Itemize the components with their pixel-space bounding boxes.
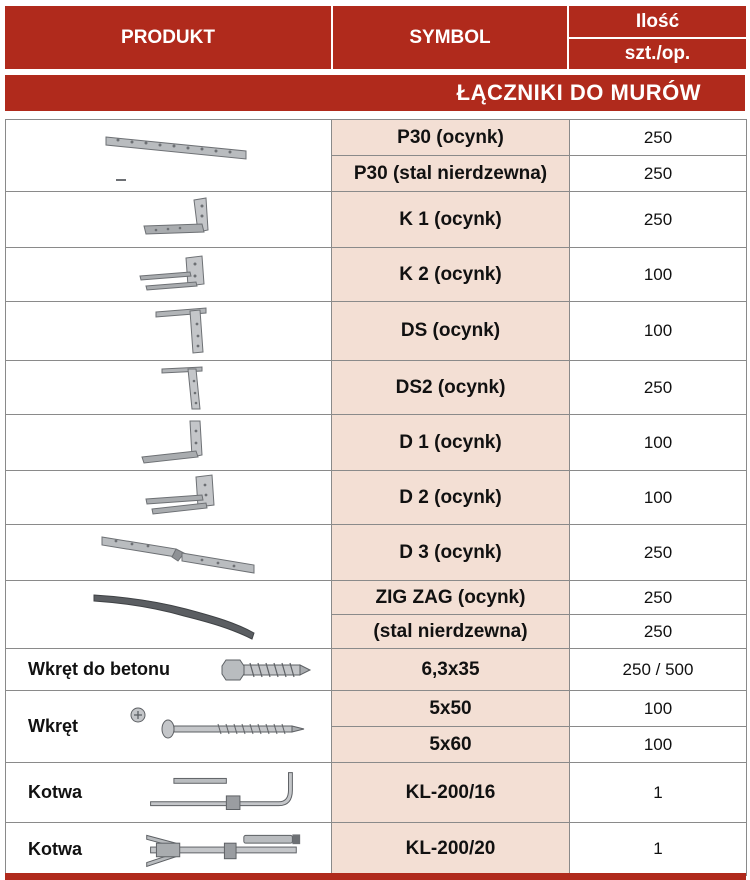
header-unit bbox=[569, 39, 746, 69]
qty-cell: 1 bbox=[570, 763, 747, 823]
t-bracket-ds2-icon bbox=[6, 363, 326, 413]
table-row bbox=[6, 691, 747, 727]
product-cell bbox=[6, 120, 332, 192]
symbol-cell: DS2 (ocynk) bbox=[332, 361, 570, 415]
qty-cell: 100 bbox=[570, 415, 747, 471]
symbol-cell: D 3 (ocynk) bbox=[332, 525, 570, 581]
table-row bbox=[6, 823, 747, 876]
symbol-cell: P30 (stal nierdzewna) bbox=[332, 156, 570, 192]
table-row bbox=[6, 302, 747, 361]
symbol-cell: ZIG ZAG (ocynk) bbox=[332, 581, 570, 615]
anchor-kl200-20-icon bbox=[137, 825, 331, 873]
symbol-cell: P30 (ocynk) bbox=[332, 120, 570, 156]
qty-cell: 100 bbox=[570, 302, 747, 361]
symbol-cell: 5x60 bbox=[332, 727, 570, 763]
section-title-label: ŁĄCZNIKI DO MURÓW bbox=[456, 80, 701, 105]
twisted-strip-d3-icon bbox=[6, 527, 326, 579]
product-cell bbox=[6, 302, 332, 361]
qty-cell: 250 bbox=[570, 581, 747, 615]
symbol-cell: K 1 (ocynk) bbox=[332, 192, 570, 248]
table-row bbox=[6, 471, 747, 525]
product-cell bbox=[6, 691, 332, 763]
qty-cell: 250 bbox=[570, 120, 747, 156]
symbol-cell: KL-200/20 bbox=[332, 823, 570, 876]
header-produkt bbox=[5, 6, 331, 69]
table-row bbox=[6, 581, 747, 615]
qty-cell: 250 bbox=[570, 156, 747, 192]
product-cell bbox=[6, 581, 332, 649]
perforated-strip-icon bbox=[6, 123, 326, 189]
header-ilosc-label: Ilość bbox=[635, 10, 680, 32]
angle-bracket-d2-icon bbox=[6, 473, 326, 523]
header-produkt-label: PRODUKT bbox=[121, 26, 215, 48]
section-title bbox=[5, 75, 745, 111]
symbol-cell: 6,3x35 bbox=[332, 649, 570, 691]
product-cell bbox=[6, 525, 332, 581]
zigzag-strip-icon bbox=[6, 583, 326, 647]
bottom-bar bbox=[5, 873, 746, 880]
product-cell bbox=[6, 823, 332, 876]
product-cell bbox=[6, 763, 332, 823]
anchor-kl200-16-icon bbox=[137, 766, 331, 820]
qty-cell: 100 bbox=[570, 248, 747, 302]
symbol-cell: (stal nierdzewna) bbox=[332, 615, 570, 649]
symbol-cell: D 2 (ocynk) bbox=[332, 471, 570, 525]
table-row bbox=[6, 192, 747, 248]
table-row bbox=[6, 649, 747, 691]
product-label: Wkręt do betonu bbox=[28, 659, 170, 679]
product-cell bbox=[6, 471, 332, 525]
qty-cell: 100 bbox=[570, 691, 747, 727]
symbol-cell: DS (ocynk) bbox=[332, 302, 570, 361]
product-label: Wkręt bbox=[28, 716, 79, 736]
product-label: Kotwa bbox=[28, 838, 82, 859]
product-cell bbox=[6, 361, 332, 415]
wood-screw-icon bbox=[122, 707, 322, 747]
qty-cell: 250 / 500 bbox=[570, 649, 747, 691]
product-cell bbox=[6, 415, 332, 471]
qty-cell: 1 bbox=[570, 823, 747, 876]
table-row bbox=[6, 120, 747, 156]
angle-bracket-k2-icon bbox=[6, 250, 326, 300]
header-symbol bbox=[333, 6, 567, 69]
symbol-cell: D 1 (ocynk) bbox=[332, 415, 570, 471]
qty-cell: 100 bbox=[570, 471, 747, 525]
concrete-screw-icon bbox=[214, 652, 324, 688]
table-row bbox=[6, 415, 747, 471]
t-bracket-ds-icon bbox=[6, 304, 326, 359]
table-row bbox=[6, 763, 747, 823]
qty-cell: 250 bbox=[570, 615, 747, 649]
qty-cell: 250 bbox=[570, 192, 747, 248]
table-row bbox=[6, 525, 747, 581]
angle-bracket-d1-icon bbox=[6, 417, 326, 469]
header-unit-label: szt./op. bbox=[624, 43, 691, 64]
product-table bbox=[5, 119, 747, 876]
product-cell bbox=[6, 248, 332, 302]
table-row bbox=[6, 248, 747, 302]
symbol-cell: KL-200/16 bbox=[332, 763, 570, 823]
product-cell bbox=[6, 649, 332, 691]
qty-cell: 250 bbox=[570, 361, 747, 415]
symbol-cell: K 2 (ocynk) bbox=[332, 248, 570, 302]
header-ilosc bbox=[569, 6, 746, 37]
qty-cell: 100 bbox=[570, 727, 747, 763]
table-row bbox=[6, 361, 747, 415]
angle-bracket-k1-icon bbox=[6, 194, 326, 246]
symbol-cell: 5x50 bbox=[332, 691, 570, 727]
qty-cell: 250 bbox=[570, 525, 747, 581]
product-label: Kotwa bbox=[28, 782, 82, 802]
product-cell bbox=[6, 192, 332, 248]
header-symbol-label: SYMBOL bbox=[409, 26, 491, 48]
